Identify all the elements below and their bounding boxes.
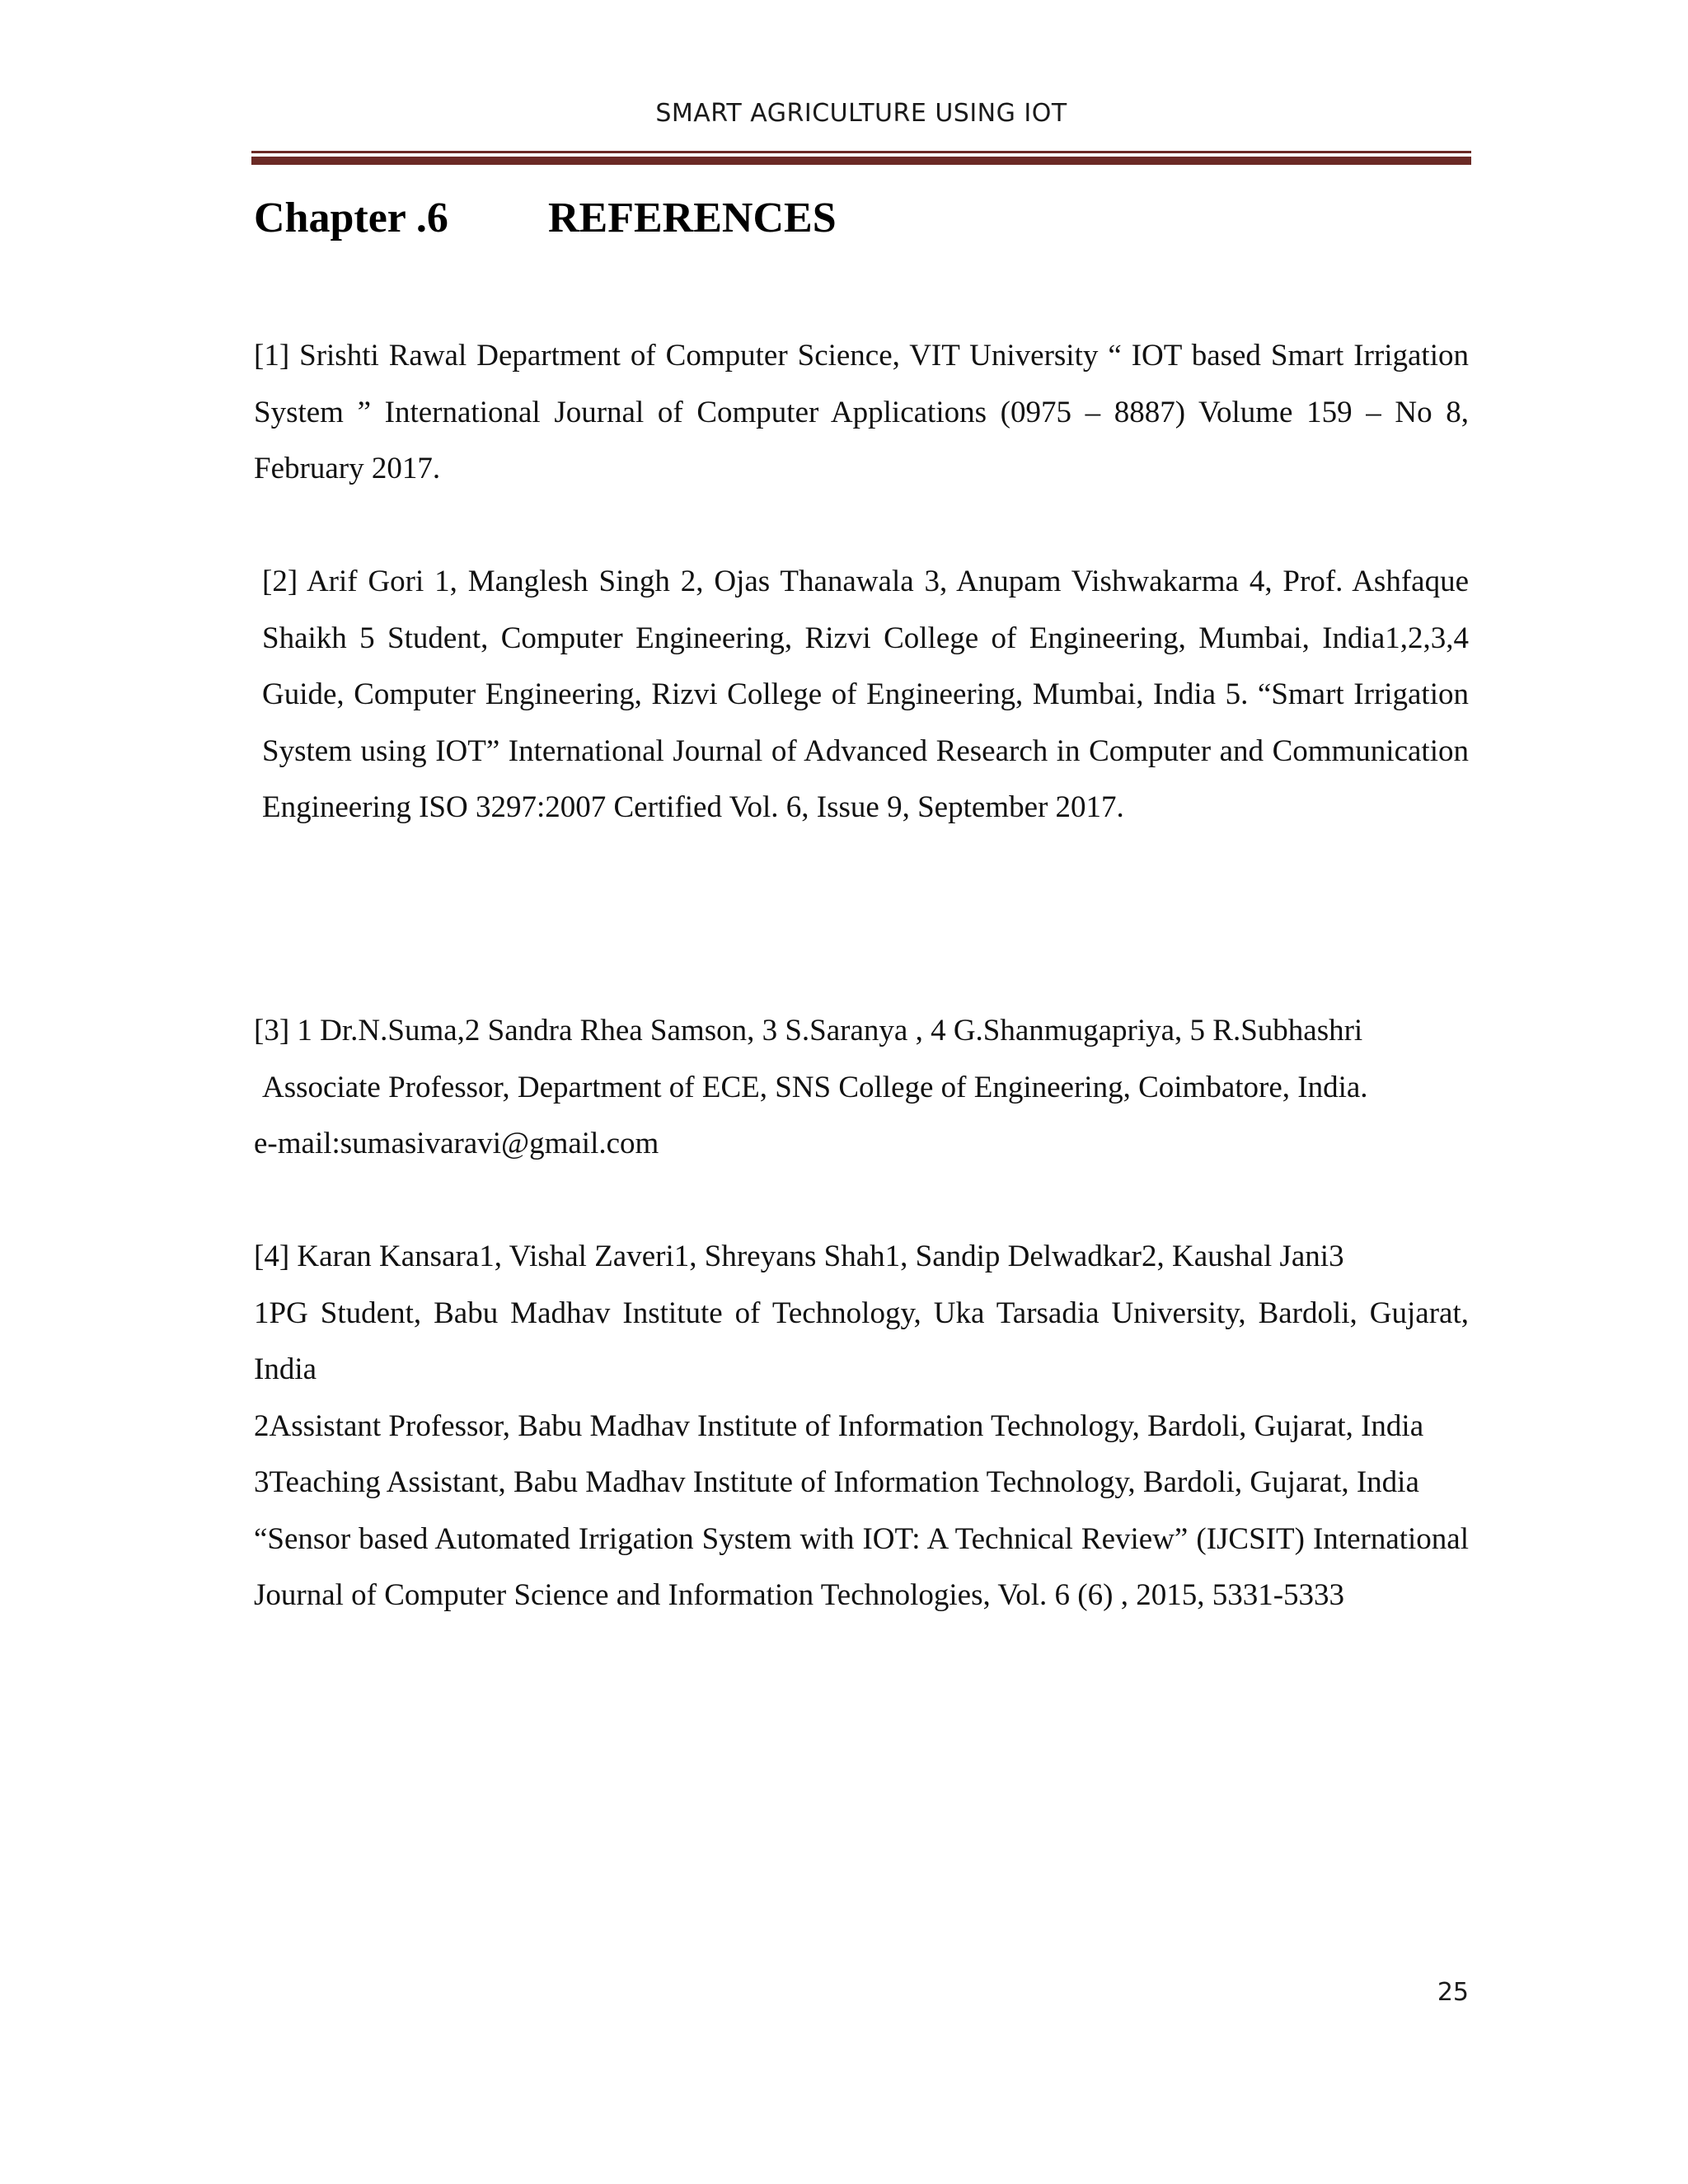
reference-line: “Sensor based Automated Irrigation System with IOT: A Technical Review” (IJCSIT) International Journal of Computer Science and Information Technologies, Vol. 6 (6) , 2015, 5331-5333 — [254, 1521, 1469, 1612]
header-rule-thin — [251, 151, 1471, 153]
reference-text: [2] Arif Gori 1, Manglesh Singh 2, Ojas Thanawala 3, Anupam Vishwakarma 4, Prof. Ashfaque Shaikh 5 Student, Computer Engineering, Rizvi College of Engineering, Mumbai, India1,2,3,4 Guide, Computer Engineering, Rizvi College of Engineering, Mumbai, India 5. “Smart Irrigation System using IOT” International Journal of Advanced Research in Computer and Communication Engineering ISO 3297:2007 Certified Vol. 6, Issue 9, September 2017. — [262, 565, 1469, 824]
reference-line: [3] 1 Dr.N.Suma,2 Sandra Rhea Samson, 3 S.Saranya , 4 G.Shanmugapriya, 5 R.Subhashri — [254, 1014, 1363, 1047]
reference-line: 2Assistant Professor, Babu Madhav Institute of Information Technology, Bardoli, Gujarat, India — [254, 1408, 1424, 1443]
reference-line: 3Teaching Assistant, Babu Madhav Institute of Information Technology, Bardoli, Gujarat, India — [254, 1465, 1419, 1499]
reference-item-4 — [254, 1229, 1469, 1624]
reference-text: [1] Srishti Rawal Department of Computer Science, VIT University “ IOT based Smart Irrigation System ” International Journal of Computer Applications (0975 – 8887) Volume 159 – No 8, February 2017. — [254, 339, 1469, 485]
chapter-heading — [254, 194, 837, 242]
reference-item-2 — [254, 554, 1469, 837]
chapter-number: Chapter .6 — [254, 194, 448, 241]
chapter-title: REFERENCES — [548, 194, 837, 241]
reference-line: Associate Professor, Department of ECE, SNS College of Engineering, Coimbatore, India. — [262, 1070, 1368, 1104]
running-header: SMART AGRICULTURE USING IOT — [655, 99, 1067, 128]
reference-item-1 — [254, 328, 1469, 498]
reference-item-3 — [254, 1003, 1469, 1173]
reference-line: [4] Karan Kansara1, Vishal Zaveri1, Shreyans Shah1, Sandip Delwadkar2, Kaushal Jani3 — [254, 1240, 1344, 1273]
reference-line: 1PG Student, Babu Madhav Institute of Technology, Uka Tarsadia University, Bardoli, Gujarat, India — [254, 1296, 1469, 1386]
header-rule-thick — [251, 157, 1471, 165]
reference-line: e-mail:sumasivaravi@gmail.com — [254, 1127, 659, 1160]
page-number: 25 — [1437, 1978, 1469, 2007]
